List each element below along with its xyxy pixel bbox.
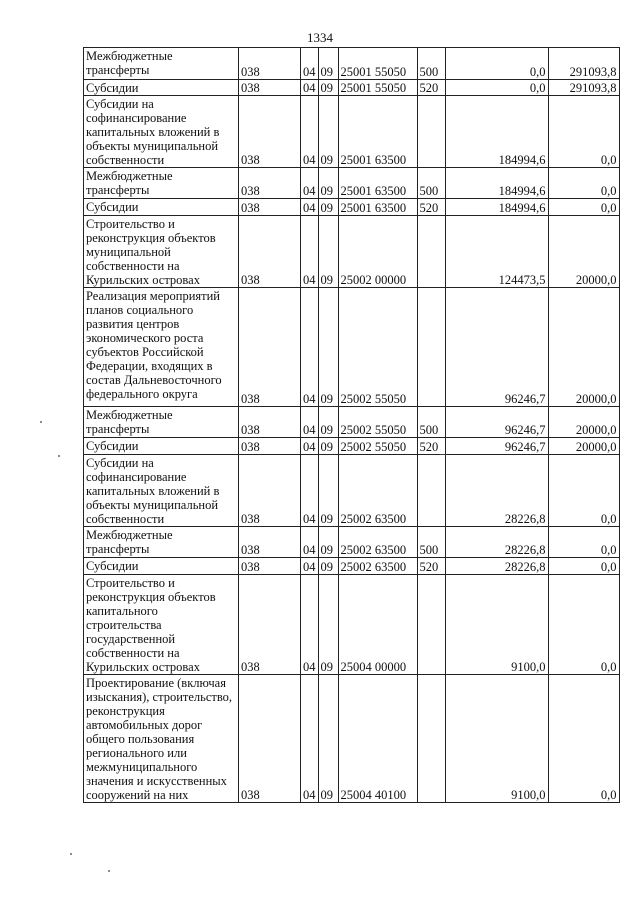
row-section: 04 xyxy=(301,48,319,80)
row-code: 038 xyxy=(239,80,301,96)
row-name: Проектирование (включая изыскания), строительство, реконструкция автомобильных дорог общего пользования регионального или межмуниципального значения и искусственных сооружений на них xyxy=(84,675,239,803)
row-subsection: 09 xyxy=(318,80,338,96)
row-subsection: 09 xyxy=(318,575,338,675)
row-subsection: 09 xyxy=(318,455,338,527)
row-code: 038 xyxy=(239,168,301,199)
row-program: 25001 63500 xyxy=(338,96,417,168)
scan-speck xyxy=(58,455,60,457)
row-subsection: 09 xyxy=(318,216,338,288)
row-name: Строительство и реконструкция объектов капитального строительства государственной собственности на Курильских островах xyxy=(84,575,239,675)
row-section: 04 xyxy=(301,80,319,96)
row-value-2: 0,0 xyxy=(548,455,619,527)
table-row xyxy=(84,455,620,527)
row-expense-type: 500 xyxy=(417,407,445,438)
row-name: Субсидии xyxy=(84,438,239,455)
table-row xyxy=(84,216,620,288)
row-name: Субсидии xyxy=(84,558,239,575)
row-value-1: 28226,8 xyxy=(445,558,548,575)
row-program: 25002 55050 xyxy=(338,407,417,438)
row-name: Субсидии xyxy=(84,199,239,216)
row-program: 25002 55050 xyxy=(338,288,417,407)
row-value-2: 0,0 xyxy=(548,527,619,558)
row-subsection: 09 xyxy=(318,438,338,455)
row-name: Межбюджетные трансферты xyxy=(84,48,239,80)
row-name: Субсидии xyxy=(84,80,239,96)
row-code: 038 xyxy=(239,558,301,575)
row-expense-type xyxy=(417,96,445,168)
row-value-1: 96246,7 xyxy=(445,288,548,407)
row-value-2: 0,0 xyxy=(548,558,619,575)
row-section: 04 xyxy=(301,199,319,216)
row-expense-type: 520 xyxy=(417,438,445,455)
scan-speck xyxy=(70,853,72,855)
scan-speck xyxy=(108,870,110,872)
table-row xyxy=(84,96,620,168)
table-row xyxy=(84,168,620,199)
row-value-1: 0,0 xyxy=(445,80,548,96)
row-code: 038 xyxy=(239,216,301,288)
row-code: 038 xyxy=(239,407,301,438)
row-value-2: 0,0 xyxy=(548,199,619,216)
row-name: Межбюджетные трансферты xyxy=(84,407,239,438)
row-section: 04 xyxy=(301,288,319,407)
row-section: 04 xyxy=(301,407,319,438)
row-program: 25001 55050 xyxy=(338,48,417,80)
row-section: 04 xyxy=(301,96,319,168)
row-program: 25001 63500 xyxy=(338,168,417,199)
row-code: 038 xyxy=(239,675,301,803)
table-row xyxy=(84,575,620,675)
row-expense-type: 520 xyxy=(417,80,445,96)
row-subsection: 09 xyxy=(318,48,338,80)
row-code: 038 xyxy=(239,199,301,216)
row-section: 04 xyxy=(301,216,319,288)
table-row xyxy=(84,80,620,96)
row-subsection: 09 xyxy=(318,96,338,168)
row-expense-type: 500 xyxy=(417,48,445,80)
row-section: 04 xyxy=(301,675,319,803)
row-section: 04 xyxy=(301,455,319,527)
row-program: 25002 63500 xyxy=(338,558,417,575)
row-expense-type: 520 xyxy=(417,558,445,575)
row-expense-type xyxy=(417,288,445,407)
row-name: Субсидии на софинансирование капитальных вложений в объекты муниципальной собственности xyxy=(84,455,239,527)
table-row xyxy=(84,438,620,455)
row-value-1: 184994,6 xyxy=(445,168,548,199)
table-body xyxy=(84,48,620,803)
row-code: 038 xyxy=(239,48,301,80)
row-value-2: 20000,0 xyxy=(548,438,619,455)
table-row xyxy=(84,288,620,407)
row-expense-type: 500 xyxy=(417,527,445,558)
row-name: Межбюджетные трансферты xyxy=(84,168,239,199)
row-section: 04 xyxy=(301,575,319,675)
table-row xyxy=(84,527,620,558)
row-expense-type xyxy=(417,575,445,675)
row-section: 04 xyxy=(301,438,319,455)
row-code: 038 xyxy=(239,96,301,168)
row-name: Реализация мероприятий планов социального развития центров экономического роста субъектов Российской Федерации, входящих в состав Дальневосточного федерального округа xyxy=(84,288,239,407)
row-subsection: 09 xyxy=(318,675,338,803)
row-value-1: 28226,8 xyxy=(445,527,548,558)
row-value-1: 96246,7 xyxy=(445,438,548,455)
row-code: 038 xyxy=(239,455,301,527)
row-value-1: 184994,6 xyxy=(445,199,548,216)
row-subsection: 09 xyxy=(318,558,338,575)
row-value-1: 96246,7 xyxy=(445,407,548,438)
row-value-2: 20000,0 xyxy=(548,288,619,407)
row-subsection: 09 xyxy=(318,288,338,407)
row-expense-type: 520 xyxy=(417,199,445,216)
row-value-2: 291093,8 xyxy=(548,48,619,80)
row-code: 038 xyxy=(239,288,301,407)
row-value-1: 184994,6 xyxy=(445,96,548,168)
row-program: 25002 00000 xyxy=(338,216,417,288)
row-value-2: 291093,8 xyxy=(548,80,619,96)
row-subsection: 09 xyxy=(318,168,338,199)
row-value-2: 20000,0 xyxy=(548,216,619,288)
budget-table xyxy=(83,47,620,803)
row-program: 25002 55050 xyxy=(338,438,417,455)
row-value-2: 0,0 xyxy=(548,575,619,675)
scan-speck xyxy=(40,421,42,423)
row-value-1: 0,0 xyxy=(445,48,548,80)
table-row xyxy=(84,675,620,803)
row-name: Субсидии на софинансирование капитальных вложений в объекты муниципальной собственности xyxy=(84,96,239,168)
row-value-1: 124473,5 xyxy=(445,216,548,288)
row-code: 038 xyxy=(239,575,301,675)
row-value-2: 0,0 xyxy=(548,168,619,199)
page-number: 1334 xyxy=(307,30,333,45)
row-name: Строительство и реконструкция объектов муниципальной собственности на Курильских островах xyxy=(84,216,239,288)
row-value-1: 9100,0 xyxy=(445,575,548,675)
table-row xyxy=(84,407,620,438)
row-code: 038 xyxy=(239,438,301,455)
row-value-1: 28226,8 xyxy=(445,455,548,527)
table-row xyxy=(84,558,620,575)
row-value-1: 9100,0 xyxy=(445,675,548,803)
table-row xyxy=(84,199,620,216)
row-expense-type xyxy=(417,216,445,288)
row-expense-type xyxy=(417,675,445,803)
row-expense-type xyxy=(417,455,445,527)
row-value-2: 0,0 xyxy=(548,675,619,803)
row-subsection: 09 xyxy=(318,527,338,558)
row-expense-type: 500 xyxy=(417,168,445,199)
row-program: 25002 63500 xyxy=(338,455,417,527)
row-value-2: 20000,0 xyxy=(548,407,619,438)
row-program: 25002 63500 xyxy=(338,527,417,558)
stray-mark: – xyxy=(440,446,446,460)
row-name: Межбюджетные трансферты xyxy=(84,527,239,558)
row-section: 04 xyxy=(301,168,319,199)
row-program: 25004 00000 xyxy=(338,575,417,675)
row-program: 25001 63500 xyxy=(338,199,417,216)
row-value-2: 0,0 xyxy=(548,96,619,168)
row-program: 25001 55050 xyxy=(338,80,417,96)
row-subsection: 09 xyxy=(318,199,338,216)
row-subsection: 09 xyxy=(318,407,338,438)
table-row xyxy=(84,48,620,80)
row-program: 25004 40100 xyxy=(338,675,417,803)
row-code: 038 xyxy=(239,527,301,558)
row-section: 04 xyxy=(301,558,319,575)
row-section: 04 xyxy=(301,527,319,558)
